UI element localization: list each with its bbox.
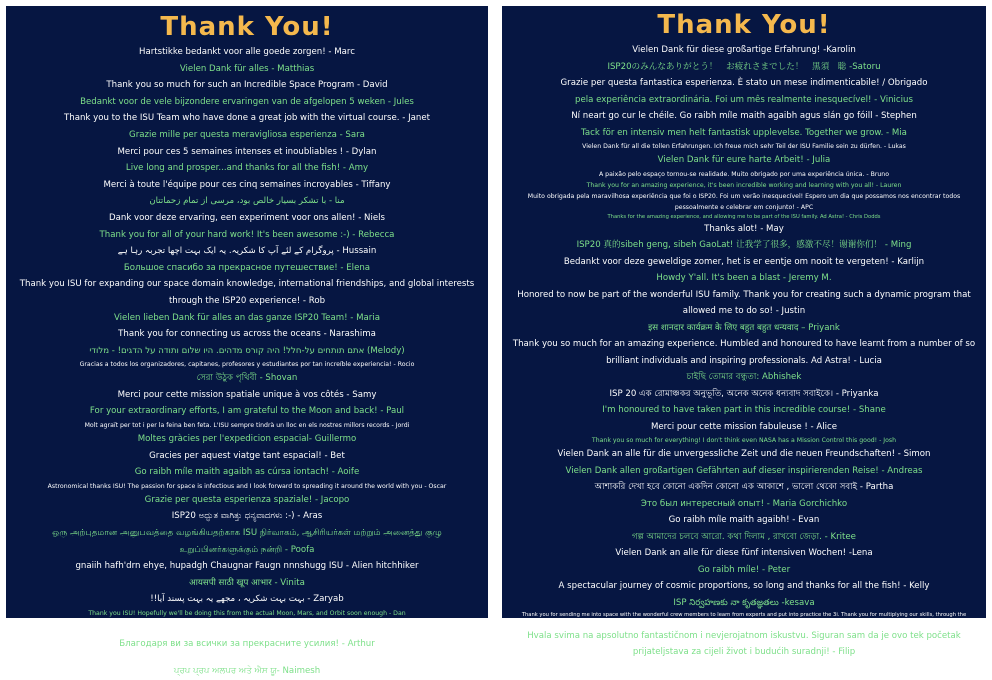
left-message: אתם תותחים על-חלל! היה קורס מדהים. היו שלום ותודה על הדגים! - מלודי (Melody) (89, 345, 405, 356)
right-message: इस शानदार कार्यक्रम के लिए बहुत बहुत धन्यवाद – Priyank (648, 322, 840, 333)
left-message: ਪ੍ਰਪ ਪ੍ਰਪ ਅਲਪਰ ਅਤੇ ਐਸ ਯੂ- Naimesh (173, 666, 321, 677)
left-message: Vielen lieben Dank für alles an das ganze ISP20 Team! - Maria (113, 312, 380, 323)
left-message: Благодаря ви за всички за прекрасните усилия! - Arthur (119, 638, 375, 649)
right-message: Muito obrigada pela maravilhosa experiência que foi o ISP20. Foi um verão inesquecível! Espero um dia que possamos nos encontrar todos pessoalmente e celebrar em conjunto! - APC (527, 192, 961, 211)
right-message: ISP20 真的sibeh geng, sibeh GaoLat! 让我学了很多，感激不尽！谢谢你们！ - Ming (576, 240, 912, 251)
right-title: Thank You! (657, 10, 831, 40)
left-message: gnaiih hafh'drn ehye, hupadgh Chaugnar Faugn nnnshugg ISU - Alien hitchhiker (75, 561, 419, 572)
right-message: গল্প আমাদের চলবে আরো. কথা দিলাম , রাখবো জেড়া. - Kritee (632, 531, 856, 542)
left-message: Thank you ISU! Hopefully we'll be doing this from the actual Moon, Mars, and Orbit soon enough - Dan (88, 610, 406, 617)
left-message: Merci à toute l'équipe pour ces cinq semaines incroyables - Tiffany (103, 179, 391, 190)
left-message: Hartstikke bedankt voor alle goede zorgen! - Marc (138, 47, 356, 57)
right-message: Vielen Dank für eure harte Arbeit! - Julia (657, 155, 831, 165)
left-message: Merci pour cette mission spatiale unique à vos côtés - Samy (117, 389, 377, 400)
left-message: !!بہت بہت شکریہ ، مجھے یہ بہت پسند آیا - Zaryab (150, 594, 344, 605)
right-message-list (502, 42, 986, 661)
left-message: Gracies per aquest viatge tant espacial! - Bet (149, 450, 345, 461)
right-message: Thanks alot! - May (704, 223, 784, 234)
right-message: Vielen Dank allen großartigen Gefährten auf dieser inspirierenden Reise! - Andreas (565, 465, 923, 476)
right-message: Vielen Dank an alle für diese fünf intensiven Wochen! -Lena (615, 548, 873, 559)
right-message: pela experiência extraordinária. Foi um mês realmente inesquecível! - Vinicius (575, 94, 913, 105)
right-message: Honored to now be part of the wonderful ISU family. Thank you for creating such a dynamic program that allowed me to do so! - Justin (517, 289, 971, 317)
right-message: ISP నిర్వహణకు నా కృతజ్ఞతలు -kesava (673, 597, 815, 608)
left-message: Hartelijk bedankt voor de boeiende weken en het verrassende programma! - Jan (73, 622, 421, 632)
right-message: আশাকরি দেখা হবে কোনো একদিন কোনো এক আকাশে , ভালো থেকো সবাই - Partha (594, 482, 894, 493)
right-message: Bedankt voor deze geweldige zomer, het is er eentje om nooit te vergeten! - Karlijn (563, 256, 925, 267)
left-message: Dank voor deze ervaring, een experiment voor ons allen! - Niels (108, 212, 385, 223)
right-message: চাইছি তোমার বন্ধুতা: Abhishek (686, 372, 802, 383)
right-message: Go raibh míle! - Peter (697, 564, 791, 575)
left-message: منا - با تشکر بسیار خالص بود، مرسی از تمام زحماتتان (149, 196, 345, 207)
left-message: Thank you so much for such an Incredible Space Program - David (106, 80, 388, 91)
left-message: Большое спасибо за прекрасное путешествие! - Elena (123, 262, 371, 273)
left-message: Thank you to the ISU Team who have done a great job with the virtual course. - Janet (64, 113, 430, 124)
right-message: Thank you so much for an amazing experience. Humbled and honoured to have learnt from a number of so brilliant individuals and inspiring professionals. Ad Astra! - Lucia (512, 339, 976, 366)
right-message: Go raibh míle maith agaibh! - Evan (668, 515, 820, 526)
left-message: Gracias a todos los organizadores, capitanes, profesores y estudiantes por tan increíble experiencia! - Rocio (79, 361, 415, 369)
left-message: आयसपी साठी खूप आभार - Vinita (189, 577, 305, 588)
left-message: Thank you for this great journey, I hope we will all meet in space one day. Merci. ありがとう thank you. - Tamir (76, 654, 418, 662)
left-message-list (6, 44, 488, 680)
left-message: Thank you for all of your hard work! It's been awesome :-) - Rebecca (99, 229, 395, 240)
left-title: Thank You! (160, 12, 334, 42)
right-message: Thank you for an amazing experience, it's been incredible working and learning with you all! - Lauren (586, 181, 902, 189)
left-message: پروگرام کے لئے آپ کا شکریہ. یہ ایک بہت اچھا تجربہ رہا ہے - Hussain (117, 246, 377, 257)
left-message: Grazie per questa esperienza spaziale! - Jacopo (144, 494, 350, 505)
left-message: Live long and prosper...and thanks for all the fish! - Amy (125, 163, 369, 174)
left-message: Thank you for connecting us across the oceans - Narashima (118, 329, 376, 340)
left-message: Grazie mille per questa meravigliosa esperienza - Sara (129, 129, 365, 140)
right-message: A spectacular journey of cosmic proportions, so long and thanks for all the fish! - Kelly (558, 581, 930, 592)
left-message: Thank you ISU for expanding our space domain knowledge, international friendships, and global interests through the ISP20 experience! - Rob (19, 279, 475, 306)
right-message: ISP20のみんなありがとう！ お疲れさまでした！ 黒須 聡 -Satoru (607, 61, 881, 72)
right-message: Vielen Dank für diese großartige Erfahrung! -Karolin (632, 45, 856, 55)
left-message: Bedankt voor de vele bijzondere ervaringen van de afgelopen 5 weken - Jules (80, 96, 414, 107)
right-message: Grazie per questa fantastica esperienza. È stato un mese indimenticabile! / Obrigado (560, 78, 928, 88)
right-message: Ní neart go cur le chéile. Go raibh míle maith agaibh agus slán go fóill - Stephen (571, 111, 917, 121)
right-message: Howdy Y'all. It's been a blast - Jeremy M. (656, 273, 832, 284)
right-panel (502, 6, 986, 658)
left-message: সেরা উঠুক পৃথিবী - Shovan (196, 373, 298, 384)
right-message: A paixão pelo espaço tornou-se realidade. Muito obrigado por uma experiência única. - Bruno (598, 170, 890, 178)
left-message: For your extraordinary efforts, I am grateful to the Moon and back! - Paul (89, 406, 405, 417)
left-panel (6, 6, 488, 677)
left-message: ஒரு அற்புதமான அனுபவத்தை வழங்கியதற்காக ISU நிர்வாகம், ஆசிரியர்கள் மற்றும் அனைத்து குழு உறுப்பினர்களுக்கும் நன்றி - Poofa (52, 528, 442, 555)
right-message: I'm honoured to have taken part in this incredible course! - Shane (602, 405, 886, 416)
left-message: ISP20 ಅದ್ಭುತ ವಾಗಿತ್ತು ಧನ್ಯವಾದಗಳು :-) - Aras (171, 511, 323, 522)
left-message: Astronomical thanks ISU! The passion for space is infectious and I look forward to spreading it around the world with you - Oscar (47, 482, 447, 490)
right-message: Merci pour cette mission fabuleuse ! - Alice (650, 421, 838, 432)
left-message: Go raibh míle maith agaibh as cúrsa iontach! - Aoife (134, 467, 360, 478)
left-message: Molt agraït per tot i per la feina ben feta. L'ISU sempre tindrà un lloc en els nostres millors records - Jordi (84, 422, 410, 430)
right-message: Thank you for sending me into space with the wonderful crew members to learn from experts and put into practice the 3i. Thank you for multiplying our skills, through the inspirational talks and the thought-provoking workshops. Thank you for the generous and kind support offered by ISU Staff. - Emily (521, 612, 967, 627)
right-message: Thanks for the amazing experience, and allowing me to be part of the ISU family. Ad Astra! - Chris Dodds (607, 213, 881, 220)
right-message: Vielen Dank für all die tollen Erfahrungen. Ich freue mich sehr Teil der ISU Familie sein zu dürfen. - Lukas (582, 143, 906, 150)
left-message: Moltes gràcies per l'expedicion espacial- Guillermo (137, 434, 357, 445)
right-message: Thank you so much for everything! I don't think even NASA has a Mission Control this good! - Josh (591, 437, 897, 445)
left-message: Merci pour ces 5 semaines intenses et inoubliables ! - Dylan (117, 146, 377, 157)
right-message: Tack för en intensiv men helt fantastisk upplevelse. Together we grow. - Mia (581, 127, 907, 138)
right-message: Это был интересный опыт! - Maria Gorchichko (640, 498, 848, 509)
right-message: Vielen Dank an alle für die unvergessliche Zeit und die neuen Freundschaften! - Simon (557, 449, 931, 460)
right-message: ISP 20 এক রোমাঞ্চকর অনুভূতি, অনেক অনেক ধন্যবাদ সবাইকে। - Priyanka (609, 388, 879, 399)
right-message: Hvala svima na apsolutno fantastičnom i nevjerojatnom iskustvu. Siguran sam da je ovo tek početak prijateljstava za cijeli život i budućih suradnji! - Filip (527, 630, 961, 658)
left-message: Vielen Dank für alles - Matthias (179, 63, 315, 74)
